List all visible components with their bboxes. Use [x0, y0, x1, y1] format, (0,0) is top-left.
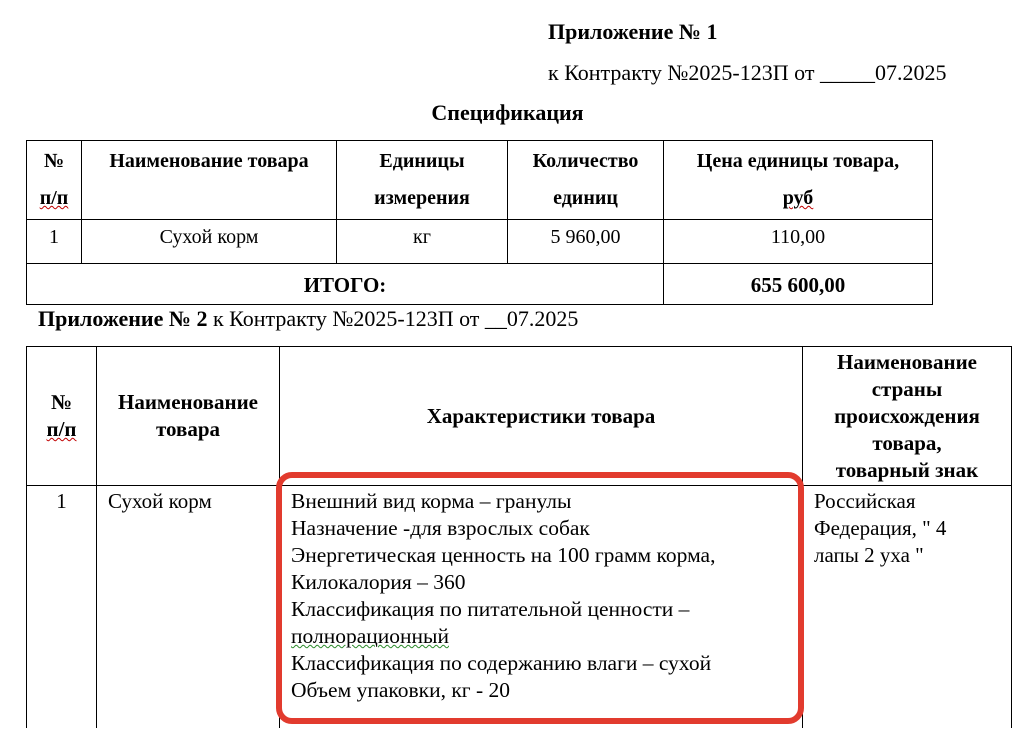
table2-header-country-b: страны [871, 376, 943, 401]
table2-header-num [27, 347, 97, 486]
table-row [27, 220, 933, 264]
specification-table [26, 140, 933, 305]
table2-header-num-b: п/п [46, 417, 77, 441]
table1-cell-unit: кг [337, 220, 508, 264]
table1-cell-num: 1 [27, 220, 82, 264]
table2-cell-country [803, 486, 1012, 729]
table2-header-num-a: № [50, 390, 73, 414]
appendix1-subheading: к Контракту №2025-123П от _____07.2025 [548, 60, 947, 85]
table1-header-num [27, 141, 82, 220]
appendix2-heading-rest: к Контракту №2025-123П от __07.2025 [207, 306, 579, 331]
char-line: Классификация по содержанию влаги – сухой [291, 651, 712, 675]
table1-header-num-b: п/п [39, 187, 69, 209]
table2-header-chars: Характеристики товара [280, 347, 803, 486]
table2-header-name [97, 347, 280, 486]
table1-header-qty [508, 141, 664, 220]
char-line: Назначение -для взрослых собак [291, 516, 590, 540]
char-line: Классификация по питательной ценности – [291, 597, 690, 621]
char-line: Объем упаковки, кг - 20 [291, 678, 510, 702]
table1-header-price-b: руб [782, 187, 814, 209]
highlight-frame [276, 472, 804, 724]
table1-total-value: 655 600,00 [664, 264, 933, 305]
table1-total-row [27, 264, 933, 305]
table2-header-name-b: товара [155, 417, 221, 441]
table2-header-country-e: товарный знак [835, 457, 979, 482]
char-line: Килокалория – 360 [291, 570, 466, 594]
table1-header-price [664, 141, 933, 220]
table2-header-country [803, 347, 1012, 486]
table2-cell-num: 1 [27, 486, 97, 729]
table1-cell-name: Сухой корм [82, 220, 337, 264]
specification-title: Спецификация [431, 100, 584, 125]
table2-header-country-a: Наименование [837, 349, 977, 374]
table1-header-num-a: № [43, 150, 65, 172]
appendix2-heading-bold: Приложение № 2 [38, 306, 208, 331]
table1-header-name: Наименование товара [82, 141, 337, 220]
table1-header-qty-b: единиц [553, 187, 618, 209]
table1-total-label: ИТОГО: [27, 264, 664, 305]
table1-header-unit-b: измерения [374, 187, 470, 209]
country-line: Федерация, " 4 [814, 516, 947, 540]
table2-cell-name: Сухой корм [97, 486, 280, 729]
appendix1-heading: Приложение № 1 [548, 19, 718, 44]
table1-header-qty-a: Количество [532, 150, 639, 172]
table2-header-country-d: товара, [872, 430, 942, 455]
table1-cell-price: 110,00 [664, 220, 933, 264]
appendix2-heading [38, 306, 578, 332]
table2-header-country-c: происхождения [834, 403, 980, 428]
table1-cell-qty: 5 960,00 [508, 220, 664, 264]
char-line: полнорационный [291, 624, 449, 648]
table2-header-name-a: Наименование [118, 390, 258, 414]
char-line: Энергетическая ценность на 100 грамм корма, [291, 543, 716, 567]
table1-header-price-a: Цена единицы товара, [696, 150, 900, 172]
country-line: лапы 2 уха " [814, 543, 924, 567]
table1-header-unit-a: Единицы [379, 150, 465, 172]
table2-header-row [27, 347, 1012, 486]
country-line: Российская [814, 489, 916, 513]
table1-header-row [27, 141, 933, 220]
table1-header-unit [337, 141, 508, 220]
char-line: Внешний вид корма – гранулы [291, 489, 572, 513]
